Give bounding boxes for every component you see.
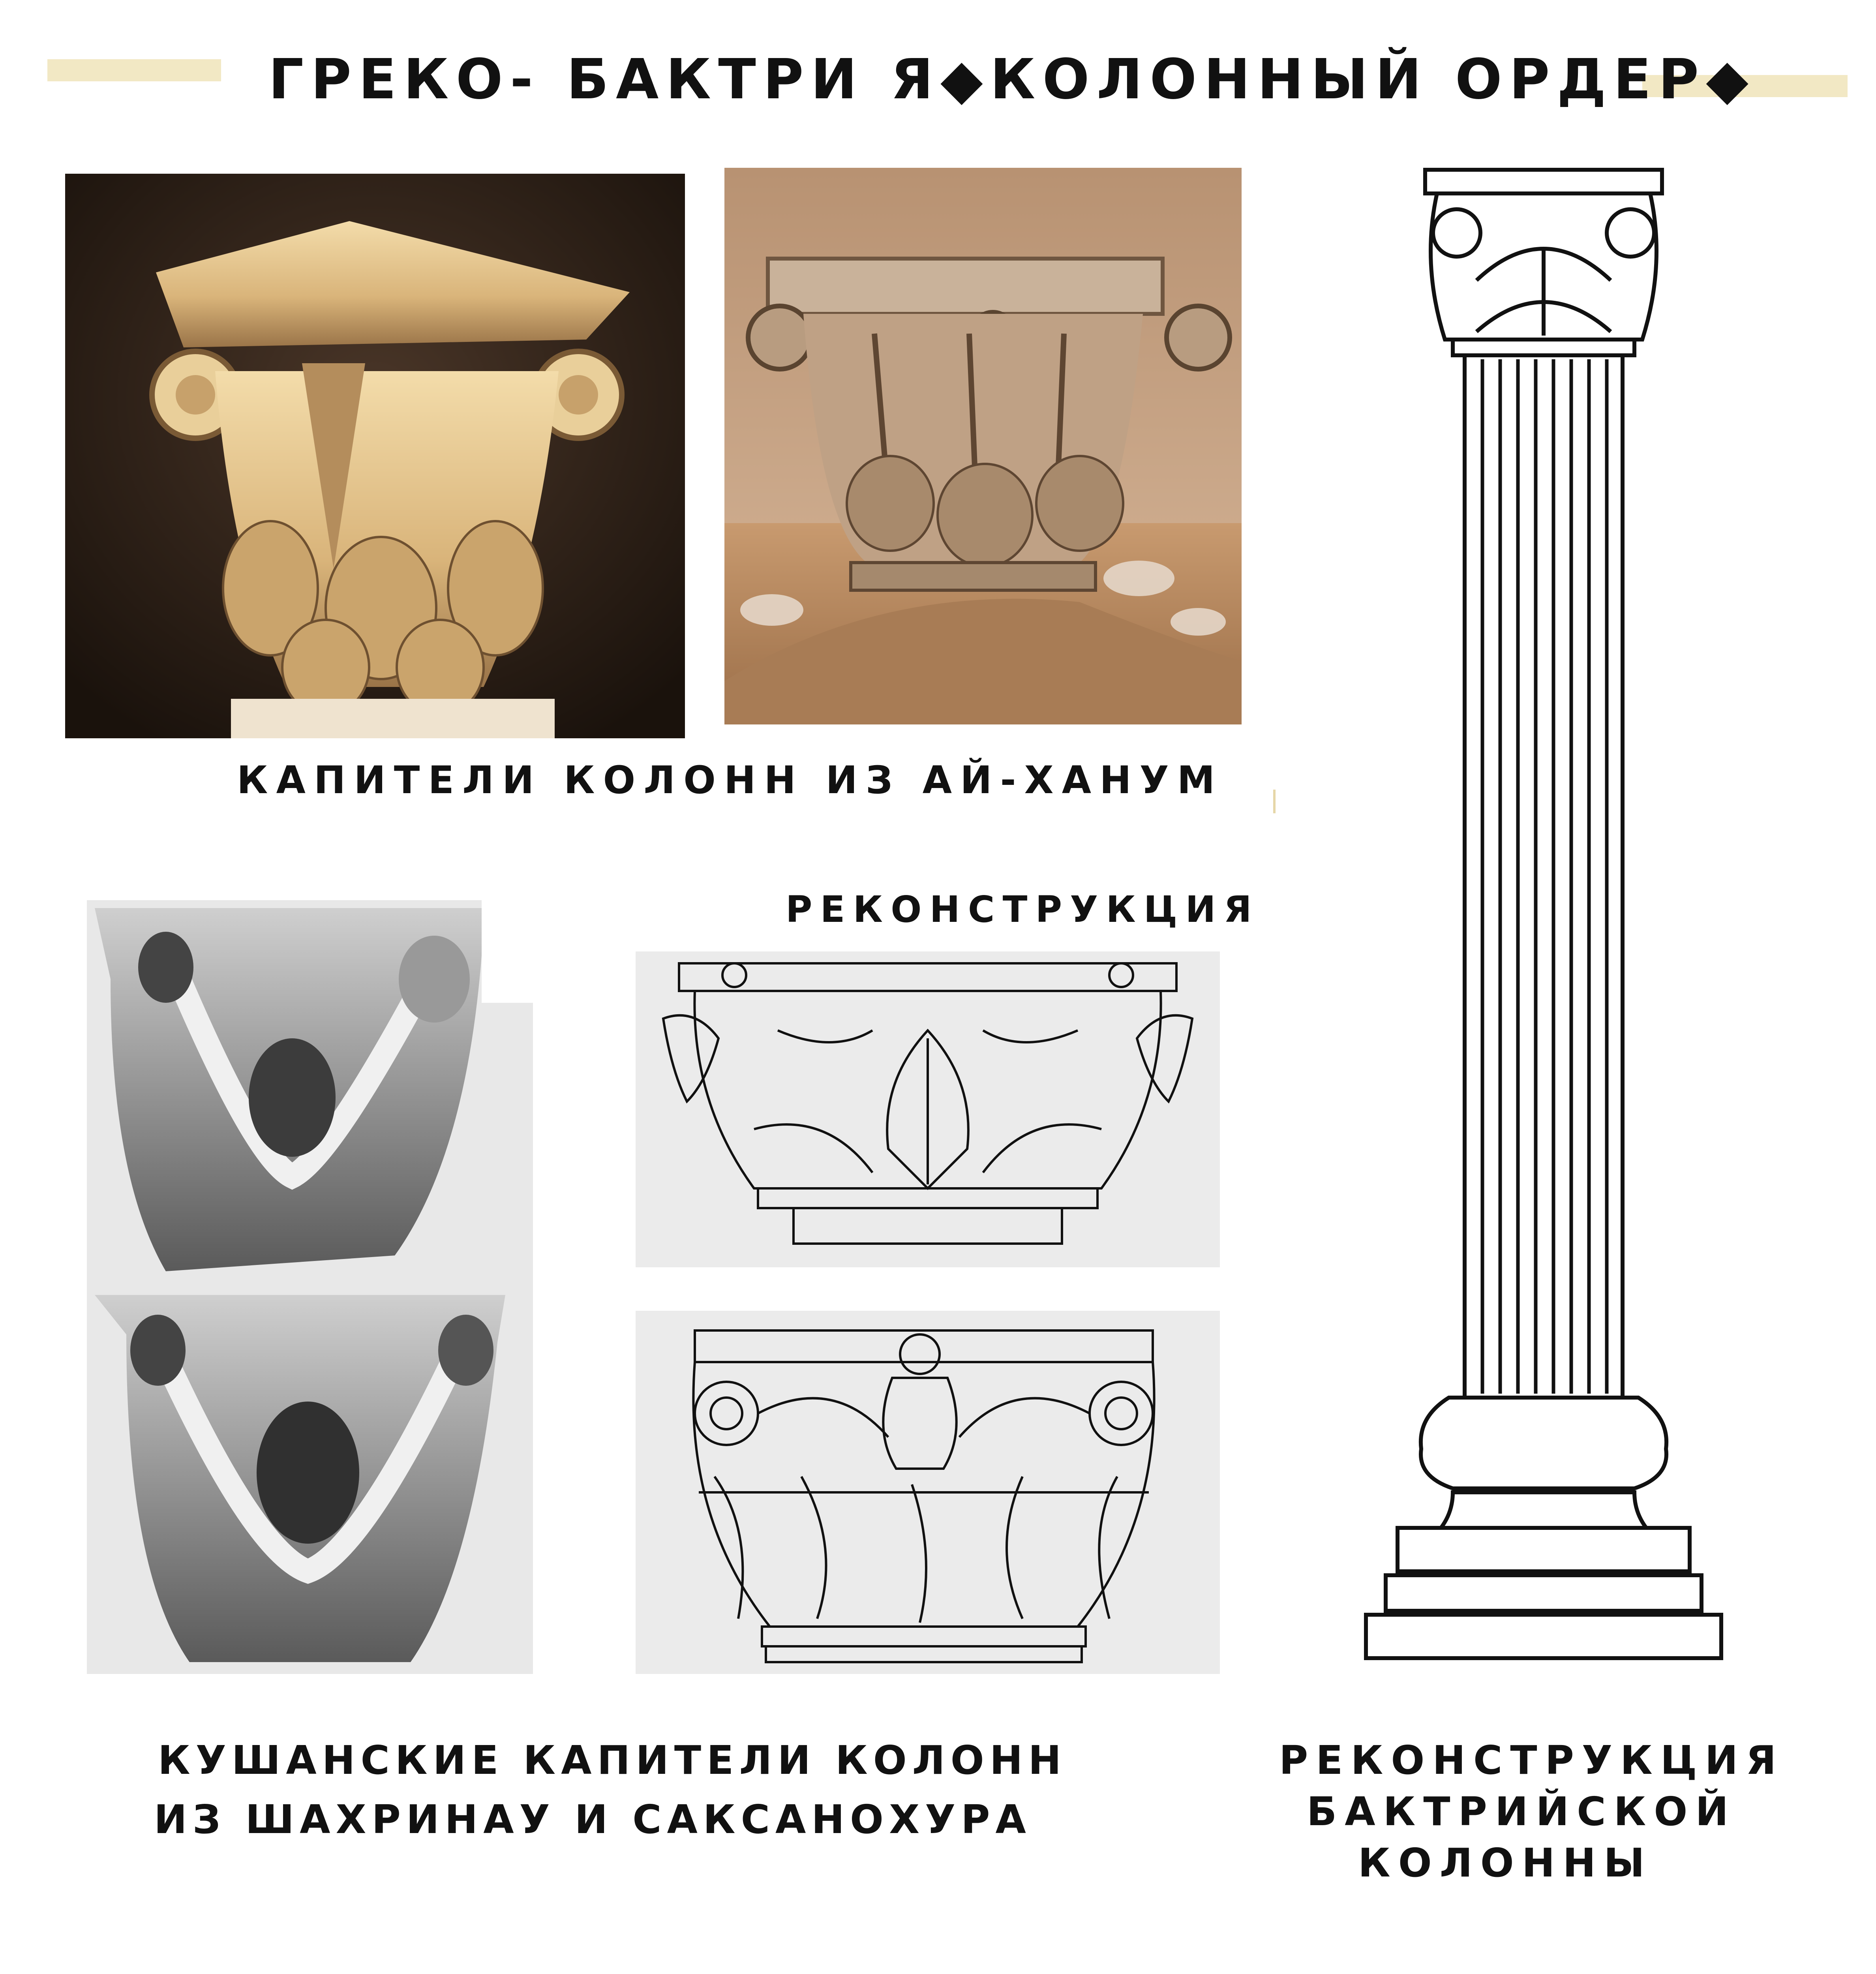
divider-tick [1273,790,1276,813]
ai-khanum-capital-photo-2 [724,168,1242,724]
reconstruction-capital-drawing-1 [636,951,1220,1267]
column-caption-line-3: КОЛОННЫ [1358,1840,1653,1886]
bactrian-column-drawing [1358,162,1729,1670]
ai-khanum-capital-photo-1 [65,174,685,738]
reconstruction-capital-drawing-2 [636,1311,1220,1674]
page-title: ГРЕКО- БАКТРИ Я◆КОЛОННЫЙ ОРДЕР◆ [268,47,1756,112]
kushan-caption-line-2: ИЗ ШАХРИНАУ И САКСАНОХУРА [154,1796,1032,1843]
header-decor-bar-left [47,59,221,81]
reconstruction-label: РЕКОНСТРУКЦИЯ [786,888,1260,931]
column-caption-line-1: РЕКОНСТРУКЦИЯ [1279,1737,1784,1783]
kushan-caption-line-1: КУШАНСКИЕ КАПИТЕЛИ КОЛОНН [158,1737,1067,1783]
kushan-capitals-photo [87,900,533,1674]
ai-khanum-caption: КАПИТЕЛИ КОЛОНН ИЗ АЙ-ХАНУМ [237,758,1223,802]
column-caption-line-2: БАКТРИЙСКОЙ [1307,1788,1737,1835]
